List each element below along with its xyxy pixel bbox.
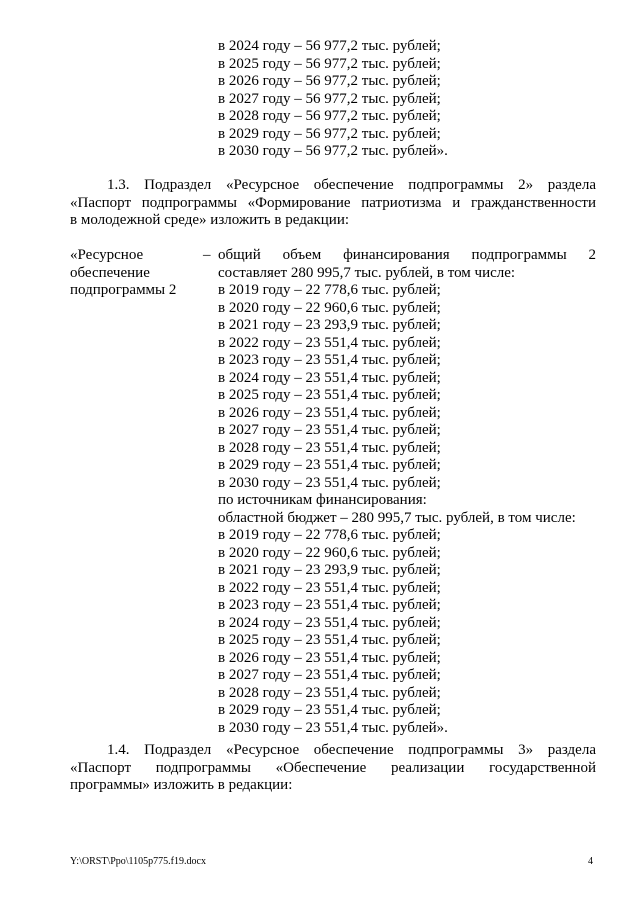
page-number: 4 [588, 856, 593, 867]
list-item: в 2030 году – 56 977,2 тыс. рублей». [218, 143, 448, 159]
list-item: в 2025 году – 23 551,4 тыс. рублей; [218, 387, 441, 403]
list-item: в 2021 году – 23 293,9 тыс. рублей; [218, 317, 441, 333]
list-item: в 2029 году – 23 551,4 тыс. рублей; [218, 457, 441, 473]
paragraph-1-3 [70, 177, 596, 230]
footer-file-path: Y:\ORST\Ppo\1105p775.f19.docx [70, 856, 206, 867]
list-item: в 2027 году – 23 551,4 тыс. рублей; [218, 667, 441, 683]
list-item: в 2030 году – 23 551,4 тыс. рублей; [218, 474, 441, 491]
list-item: в 2023 году – 23 551,4 тыс. рублей; [218, 597, 441, 613]
list-item: в 2028 году – 23 551,4 тыс. рублей; [218, 684, 441, 701]
list-item: в 2021 году – 23 293,9 тыс. рублей; [218, 562, 441, 578]
paragraph-line: 1.4. Подраздел «Ресурсное обеспечение подпрограммы 3» раздела [107, 742, 596, 758]
resources-label [70, 247, 210, 300]
top-funding-list [218, 38, 448, 161]
paragraph-line: программы» изложить в редакции: [70, 777, 293, 793]
list-item: по источникам финансирования: [218, 492, 427, 508]
label-line: «Ресурсное [70, 247, 144, 263]
list-item: областной бюджет – 280 995,7 тыс. рублей, в том числе: [218, 509, 576, 526]
list-item: в 2027 году – 56 977,2 тыс. рублей; [218, 90, 441, 107]
list-item: в 2026 году – 23 551,4 тыс. рублей; [218, 649, 441, 666]
paragraph-line: «Паспорт подпрограммы «Формирование патриотизма и гражданственности [70, 194, 596, 211]
list-item: общий объем финансирования подпрограммы 2 [218, 247, 596, 263]
list-item: в 2028 году – 56 977,2 тыс. рублей; [218, 108, 441, 124]
list-item: в 2025 году – 23 551,4 тыс. рублей; [218, 632, 441, 648]
paragraph-line: 1.3. Подраздел «Ресурсное обеспечение подпрограммы 2» раздела [107, 177, 596, 193]
label-line: подпрограммы 2 [70, 282, 177, 298]
paragraph-1-4 [70, 742, 596, 795]
list-item: в 2024 году – 23 551,4 тыс. рублей; [218, 614, 441, 631]
list-item: в 2030 году – 23 551,4 тыс. рублей». [218, 719, 448, 736]
list-item: в 2019 году – 22 778,6 тыс. рублей; [218, 527, 441, 543]
list-item: в 2029 году – 23 551,4 тыс. рублей; [218, 702, 441, 718]
list-item: в 2022 году – 23 551,4 тыс. рублей; [218, 334, 441, 351]
list-item: составляет 280 995,7 тыс. рублей, в том числе: [218, 264, 516, 281]
label-line: обеспечение [70, 264, 150, 281]
list-item: в 2023 году – 23 551,4 тыс. рублей; [218, 352, 441, 368]
list-item: в 2022 году – 23 551,4 тыс. рублей; [218, 579, 441, 596]
paragraph-line: в молодежной среде» изложить в редакции: [70, 212, 350, 228]
list-item: в 2024 году – 23 551,4 тыс. рублей; [218, 369, 441, 386]
dash-separator: – [203, 247, 211, 263]
list-item: в 2027 году – 23 551,4 тыс. рублей; [218, 422, 441, 438]
list-item: в 2028 году – 23 551,4 тыс. рублей; [218, 439, 441, 456]
list-item: в 2029 году – 56 977,2 тыс. рублей; [218, 125, 441, 142]
list-item: в 2019 году – 22 778,6 тыс. рублей; [218, 282, 441, 298]
list-item: в 2026 году – 56 977,2 тыс. рублей; [218, 73, 441, 89]
list-item: в 2020 году – 22 960,6 тыс. рублей; [218, 299, 441, 316]
resources-funding-list [218, 247, 596, 737]
list-item: в 2025 году – 56 977,2 тыс. рублей; [218, 55, 441, 72]
list-item: в 2020 году – 22 960,6 тыс. рублей; [218, 544, 441, 561]
paragraph-line: «Паспорт подпрограммы «Обеспечение реализации государственной [70, 759, 596, 776]
list-item: в 2024 году – 56 977,2 тыс. рублей; [218, 38, 441, 54]
list-item: в 2026 году – 23 551,4 тыс. рублей; [218, 404, 441, 421]
